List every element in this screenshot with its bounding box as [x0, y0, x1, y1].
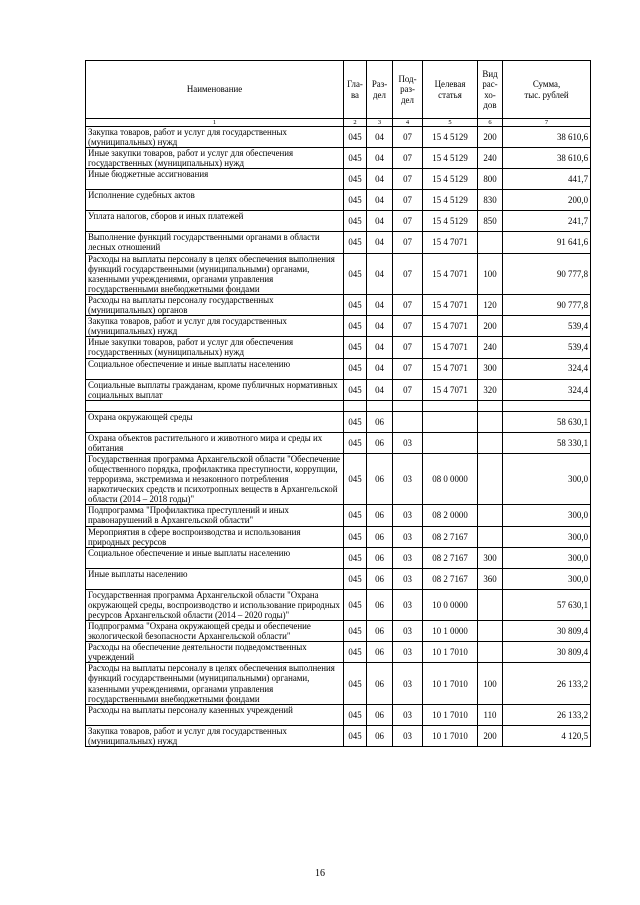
table-row [86, 400, 591, 411]
cell-razdel: 04 [367, 169, 393, 190]
table-row [86, 169, 591, 190]
cell-podrazdel: 07 [393, 232, 423, 253]
cell-vid [478, 642, 503, 663]
cell-name: Социальное обеспечение и иные выплаты населению [86, 358, 344, 379]
cell-vid: 850 [478, 211, 503, 232]
cell-glava: 045 [344, 411, 367, 432]
cell-razdel: 06 [367, 505, 393, 526]
cell-vid: 830 [478, 190, 503, 211]
cell-sum: 324,4 [503, 358, 591, 379]
cell-sum: 30 809,4 [503, 621, 591, 642]
cell-podrazdel: 07 [393, 127, 423, 148]
cell-name: Государственная программа Архангельской области "Обеспечение общественного порядка, профилактика преступности, коррупции, терроризма, экстремизма и незаконного потребления наркотических средств и психотропных веществ в Архангельской области (2014 – 2018 годы)" [86, 453, 344, 504]
cell-razdel: 04 [367, 337, 393, 358]
cell-glava: 045 [344, 358, 367, 379]
cell-vid: 200 [478, 316, 503, 337]
cell-glava: 045 [344, 663, 367, 704]
cell-glava [344, 400, 367, 411]
cell-podrazdel: 03 [393, 725, 423, 746]
cell-sum: 300,0 [503, 568, 591, 589]
column-number-row [86, 119, 591, 127]
cell-name: Подпрограмма "Охрана окружающей среды и обеспечение экологической безопасности Архангельской области" [86, 621, 344, 642]
cell-target: 08 2 0000 [423, 505, 478, 526]
cell-podrazdel: 03 [393, 432, 423, 453]
cell-podrazdel: 07 [393, 294, 423, 315]
cell-name: Расходы на выплаты персоналу государственных (муниципальных) органов [86, 294, 344, 315]
column-number: 4 [393, 119, 423, 127]
cell-name: Выполнение функций государственными органами в области лесных отношений [86, 232, 344, 253]
table-row [86, 725, 591, 746]
cell-razdel: 06 [367, 621, 393, 642]
cell-name: Закупка товаров, работ и услуг для государственных (муниципальных) нужд [86, 725, 344, 746]
cell-sum: 90 777,8 [503, 294, 591, 315]
cell-sum: 90 777,8 [503, 253, 591, 294]
table-row [86, 358, 591, 379]
cell-vid [478, 232, 503, 253]
table-row [86, 294, 591, 315]
cell-vid: 110 [478, 704, 503, 725]
page-number: 16 [315, 868, 325, 879]
cell-sum [503, 400, 591, 411]
cell-podrazdel: 03 [393, 568, 423, 589]
table-row [86, 505, 591, 526]
cell-target: 15 4 7071 [423, 358, 478, 379]
cell-name: Охрана объектов растительного и животного мира и среды их обитания [86, 432, 344, 453]
cell-razdel: 04 [367, 190, 393, 211]
table-row [86, 642, 591, 663]
header-name: Наименование [86, 61, 344, 119]
cell-razdel: 04 [367, 379, 393, 400]
cell-target: 15 4 7071 [423, 294, 478, 315]
cell-name: Расходы на выплаты персоналу в целях обеспечения выполнения функций государственными (муниципальными) органами, казенными учреждениями, органами управления государственными внебюджетными фондами [86, 253, 344, 294]
table-row [86, 526, 591, 547]
cell-podrazdel: 07 [393, 148, 423, 169]
cell-vid: 240 [478, 148, 503, 169]
cell-name: Расходы на выплаты персоналу в целях обеспечения выполнения функций государственными (муниципальными) органами, казенными учреждениями, органами управления государственными внебюджетными фондами [86, 663, 344, 704]
cell-razdel: 06 [367, 589, 393, 620]
cell-razdel: 06 [367, 568, 393, 589]
cell-name: Иные закупки товаров, работ и услуг для обеспечения государственных (муниципальных) нужд [86, 148, 344, 169]
cell-target: 10 1 7010 [423, 663, 478, 704]
column-number: 7 [503, 119, 591, 127]
cell-podrazdel: 03 [393, 547, 423, 568]
cell-sum: 300,0 [503, 505, 591, 526]
table-row [86, 379, 591, 400]
cell-sum: 441,7 [503, 169, 591, 190]
cell-razdel: 06 [367, 725, 393, 746]
cell-name [86, 400, 344, 411]
cell-vid: 200 [478, 725, 503, 746]
cell-glava: 045 [344, 453, 367, 504]
cell-podrazdel: 03 [393, 621, 423, 642]
cell-sum: 241,7 [503, 211, 591, 232]
cell-razdel: 06 [367, 704, 393, 725]
cell-target [423, 400, 478, 411]
cell-target: 15 4 7071 [423, 379, 478, 400]
cell-target: 10 1 7010 [423, 642, 478, 663]
cell-podrazdel: 07 [393, 379, 423, 400]
table-row [86, 704, 591, 725]
table-row [86, 589, 591, 620]
cell-vid [478, 411, 503, 432]
cell-razdel: 06 [367, 642, 393, 663]
cell-glava: 045 [344, 568, 367, 589]
budget-table [85, 60, 591, 747]
cell-sum: 324,4 [503, 379, 591, 400]
cell-podrazdel: 03 [393, 453, 423, 504]
cell-vid: 800 [478, 169, 503, 190]
cell-vid: 100 [478, 663, 503, 704]
cell-podrazdel: 03 [393, 589, 423, 620]
cell-glava: 045 [344, 526, 367, 547]
cell-sum: 38 610,6 [503, 148, 591, 169]
cell-podrazdel: 07 [393, 337, 423, 358]
header-target: Целевая статья [423, 61, 478, 119]
column-number: 2 [344, 119, 367, 127]
cell-vid [478, 621, 503, 642]
table-row [86, 547, 591, 568]
cell-vid [478, 453, 503, 504]
cell-podrazdel: 07 [393, 169, 423, 190]
cell-target: 15 4 5129 [423, 127, 478, 148]
cell-razdel [367, 400, 393, 411]
cell-vid: 120 [478, 294, 503, 315]
cell-razdel: 04 [367, 232, 393, 253]
cell-sum: 26 133,2 [503, 704, 591, 725]
cell-target: 08 2 7167 [423, 568, 478, 589]
cell-podrazdel: 03 [393, 505, 423, 526]
cell-name: Расходы на обеспечение деятельности подведомственных учреждений [86, 642, 344, 663]
cell-glava: 045 [344, 211, 367, 232]
cell-glava: 045 [344, 169, 367, 190]
cell-vid: 200 [478, 127, 503, 148]
cell-target [423, 432, 478, 453]
cell-glava: 045 [344, 621, 367, 642]
cell-target: 15 4 5129 [423, 211, 478, 232]
cell-name: Охрана окружающей среды [86, 411, 344, 432]
cell-name: Закупка товаров, работ и услуг для государственных (муниципальных) нужд [86, 127, 344, 148]
table-row [86, 253, 591, 294]
column-number: 5 [423, 119, 478, 127]
table-row [86, 568, 591, 589]
table-row [86, 337, 591, 358]
cell-razdel: 04 [367, 148, 393, 169]
cell-razdel: 04 [367, 316, 393, 337]
cell-glava: 045 [344, 642, 367, 663]
table-row [86, 316, 591, 337]
table-row [86, 621, 591, 642]
cell-target: 15 4 5129 [423, 169, 478, 190]
cell-target: 15 4 7071 [423, 337, 478, 358]
cell-target: 10 1 0000 [423, 621, 478, 642]
cell-razdel: 04 [367, 127, 393, 148]
cell-name: Государственная программа Архангельской области "Охрана окружающей среды, воспроизводство и использование природных ресурсов Архангельской области (2014 – 2020 годы)" [86, 589, 344, 620]
cell-glava: 045 [344, 127, 367, 148]
cell-podrazdel [393, 400, 423, 411]
cell-vid [478, 589, 503, 620]
header-sum: Сумма, тыс. рублей [503, 61, 591, 119]
cell-target: 10 1 7010 [423, 704, 478, 725]
cell-razdel: 04 [367, 253, 393, 294]
cell-name: Расходы на выплаты персоналу казенных учреждений [86, 704, 344, 725]
cell-vid: 300 [478, 547, 503, 568]
cell-sum: 539,4 [503, 316, 591, 337]
cell-glava: 045 [344, 704, 367, 725]
table-row [86, 211, 591, 232]
cell-target: 08 0 0000 [423, 453, 478, 504]
cell-sum: 300,0 [503, 453, 591, 504]
table-row [86, 663, 591, 704]
cell-name: Исполнение судебных актов [86, 190, 344, 211]
cell-razdel: 06 [367, 411, 393, 432]
cell-sum: 58 630,1 [503, 411, 591, 432]
cell-podrazdel: 07 [393, 316, 423, 337]
table-row [86, 432, 591, 453]
cell-vid [478, 526, 503, 547]
cell-name: Социальное обеспечение и иные выплаты населению [86, 547, 344, 568]
cell-name: Иные бюджетные ассигнования [86, 169, 344, 190]
cell-name: Уплата налогов, сборов и иных платежей [86, 211, 344, 232]
cell-vid: 320 [478, 379, 503, 400]
header-podrazdel: Под- раз- дел [393, 61, 423, 119]
cell-name: Закупка товаров, работ и услуг для государственных (муниципальных) нужд [86, 316, 344, 337]
table-row [86, 411, 591, 432]
cell-sum: 58 330,1 [503, 432, 591, 453]
cell-podrazdel: 07 [393, 358, 423, 379]
cell-sum: 539,4 [503, 337, 591, 358]
cell-razdel: 06 [367, 453, 393, 504]
cell-podrazdel: 03 [393, 663, 423, 704]
cell-glava: 045 [344, 232, 367, 253]
header-row [86, 61, 591, 119]
cell-sum: 91 641,6 [503, 232, 591, 253]
cell-target: 10 0 0000 [423, 589, 478, 620]
cell-vid: 360 [478, 568, 503, 589]
cell-vid [478, 432, 503, 453]
cell-podrazdel: 07 [393, 190, 423, 211]
cell-target: 08 2 7167 [423, 526, 478, 547]
cell-sum: 30 809,4 [503, 642, 591, 663]
header-glava: Гла- ва [344, 61, 367, 119]
cell-name: Иные выплаты населению [86, 568, 344, 589]
column-number: 6 [478, 119, 503, 127]
cell-podrazdel: 07 [393, 211, 423, 232]
cell-target [423, 411, 478, 432]
cell-glava: 045 [344, 547, 367, 568]
cell-razdel: 04 [367, 358, 393, 379]
cell-sum: 57 630,1 [503, 589, 591, 620]
cell-podrazdel: 03 [393, 526, 423, 547]
cell-razdel: 04 [367, 294, 393, 315]
cell-target: 15 4 7071 [423, 316, 478, 337]
cell-podrazdel: 03 [393, 642, 423, 663]
cell-glava: 045 [344, 148, 367, 169]
cell-glava: 045 [344, 294, 367, 315]
cell-glava: 045 [344, 505, 367, 526]
table-row [86, 232, 591, 253]
cell-podrazdel: 03 [393, 704, 423, 725]
cell-name: Подпрограмма "Профилактика преступлений и иных правонарушений в Архангельской области" [86, 505, 344, 526]
cell-razdel: 06 [367, 432, 393, 453]
cell-sum: 300,0 [503, 526, 591, 547]
cell-sum: 26 133,2 [503, 663, 591, 704]
cell-name: Мероприятия в сфере воспроизводства и использования природных ресурсов [86, 526, 344, 547]
cell-sum: 4 120,5 [503, 725, 591, 746]
cell-target: 15 4 7071 [423, 253, 478, 294]
cell-vid: 100 [478, 253, 503, 294]
cell-podrazdel: 07 [393, 253, 423, 294]
cell-razdel: 06 [367, 663, 393, 704]
table-row [86, 127, 591, 148]
cell-glava: 045 [344, 432, 367, 453]
cell-razdel: 06 [367, 547, 393, 568]
header-vid: Вид рас- хо- дов [478, 61, 503, 119]
cell-target: 15 4 5129 [423, 148, 478, 169]
cell-target: 10 1 7010 [423, 725, 478, 746]
cell-vid [478, 505, 503, 526]
table-body [86, 127, 591, 747]
cell-vid [478, 400, 503, 411]
cell-glava: 045 [344, 725, 367, 746]
column-number: 3 [367, 119, 393, 127]
cell-target: 08 2 7167 [423, 547, 478, 568]
cell-sum: 38 610,6 [503, 127, 591, 148]
cell-podrazdel [393, 411, 423, 432]
cell-glava: 045 [344, 589, 367, 620]
cell-target: 15 4 7071 [423, 232, 478, 253]
cell-vid: 300 [478, 358, 503, 379]
cell-glava: 045 [344, 253, 367, 294]
table-row [86, 148, 591, 169]
cell-glava: 045 [344, 190, 367, 211]
cell-sum: 300,0 [503, 547, 591, 568]
cell-glava: 045 [344, 316, 367, 337]
cell-vid: 240 [478, 337, 503, 358]
cell-sum: 200,0 [503, 190, 591, 211]
table-row [86, 190, 591, 211]
cell-razdel: 06 [367, 526, 393, 547]
cell-glava: 045 [344, 337, 367, 358]
cell-name: Иные закупки товаров, работ и услуг для обеспечения государственных (муниципальных) нужд [86, 337, 344, 358]
cell-name: Социальные выплаты гражданам, кроме публичных нормативных социальных выплат [86, 379, 344, 400]
cell-glava: 045 [344, 379, 367, 400]
header-razdel: Раз- дел [367, 61, 393, 119]
column-number: 1 [86, 119, 344, 127]
table-row [86, 453, 591, 504]
cell-target: 15 4 5129 [423, 190, 478, 211]
cell-razdel: 04 [367, 211, 393, 232]
